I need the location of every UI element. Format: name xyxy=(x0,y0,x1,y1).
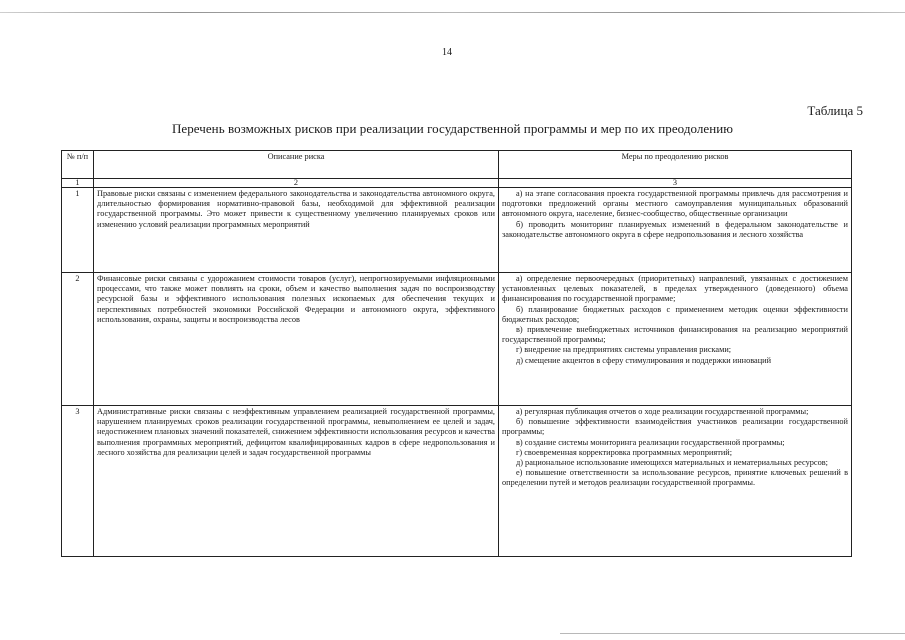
risks-table xyxy=(61,150,852,557)
column-number: 2 xyxy=(94,179,499,188)
row-number: 1 xyxy=(62,188,94,273)
table-row xyxy=(62,406,852,557)
header-measures: Меры по преодолению рисков xyxy=(499,151,852,179)
risk-description: Правовые риски связаны с изменением федерального законодательства и законодательства автономного округа, длительностью формирования нормативно-правовой базы, необходимой для эффективной реализации государственной программы. Это может привести к существенному увеличению планируемых сроков или изменению условий реализации программных мероприятий xyxy=(94,188,499,273)
column-number-row xyxy=(62,179,852,188)
document-title: Перечень возможных рисков при реализации государственной программы и мер по их преодолению xyxy=(171,121,734,136)
column-number: 3 xyxy=(499,179,852,188)
column-number: 1 xyxy=(62,179,94,188)
measure-item: г) своевременная корректировка программных мероприятий; xyxy=(516,447,733,457)
measure-item: а) на этапе согласования проекта государственной программы привлечь для рассмотрения и подготовки предложений органы местного самоуправления муниципальных образований автономного округа, население, бизнес-сообщество, общественные организации xyxy=(502,189,848,219)
table-row xyxy=(62,273,852,406)
measure-item: д) смещение акцентов в сферу стимулирования и поддержки инноваций xyxy=(516,355,772,365)
table-header-row xyxy=(62,151,852,179)
measure-item: г) внедрение на предприятиях системы управления рисками; xyxy=(516,345,732,355)
measure-item: в) создание системы мониторинга реализации государственной программы; xyxy=(516,437,785,447)
risk-measures xyxy=(499,188,852,273)
risk-description: Административные риски связаны с неэффективным управлением реализацией государственной программы, нарушением планируемых сроков реализации государственной программы, невыполнением ее целей и задач, недостижением плановых значений показателей, снижением эффективности использования ресурсов и качества выполнения программных мероприятий, дефицитом квалифицированных кадров в сфере недропользования и лесного хозяйства для реализации целей и задач государственной программы xyxy=(94,406,499,557)
measure-item: а) регулярная публикация отчетов о ходе реализации государственной программы; xyxy=(516,407,809,416)
row-number: 2 xyxy=(62,273,94,406)
measure-item: д) рациональное использование имеющихся материальных и нематериальных ресурсов; xyxy=(516,458,828,468)
risk-measures xyxy=(499,273,852,406)
header-number: № п/п xyxy=(62,151,94,179)
scan-edge-bottom xyxy=(560,633,905,634)
table-row xyxy=(62,188,852,273)
header-description: Описание риска xyxy=(94,151,499,179)
risk-description: Финансовые риски связаны с удорожанием стоимости товаров (услуг), непрогнозируемыми инфляционными процессами, что также может повлиять на сроки, объем и качество выполнения задач по воспроизводству ресурсной базы и эффективного использования полезных ископаемых для обеспечения текущих и перспективных потребностей экономики Российской Федерации и автономного округа, эффективного использования, охраны, защиты и воспроизводства лесов xyxy=(94,273,499,406)
measure-item: б) проводить мониторинг планируемых изменений в федеральном законодательстве и законодательстве автономного округа в сфере недропользования и лесного хозяйства xyxy=(502,219,848,239)
measure-item: в) привлечение внебюджетных источников финансирования на реализацию мероприятий государственной программы; xyxy=(502,325,848,345)
row-number: 3 xyxy=(62,406,94,557)
measure-item: е) повышение ответственности за использование ресурсов, принятие ключевых решений в определении путей и методов реализации государственной программы. xyxy=(502,468,848,488)
measure-item: а) определение первоочередных (приоритетных) направлений, увязанных с достижением установленных целевых показателей, в пределах утвержденного (доведенного) объема финансирования по государственной программе; xyxy=(502,274,848,304)
scan-edge-top xyxy=(0,12,905,13)
risk-measures xyxy=(499,406,852,557)
table-label: Таблица 5 xyxy=(807,103,863,118)
measure-item: б) повышение эффективности взаимодействия участников реализации государственной программы; xyxy=(502,417,848,437)
measure-item: б) планирование бюджетных расходов с применением методик оценки эффективности бюджетных расходов; xyxy=(502,304,848,324)
page-number: 14 xyxy=(442,47,452,58)
